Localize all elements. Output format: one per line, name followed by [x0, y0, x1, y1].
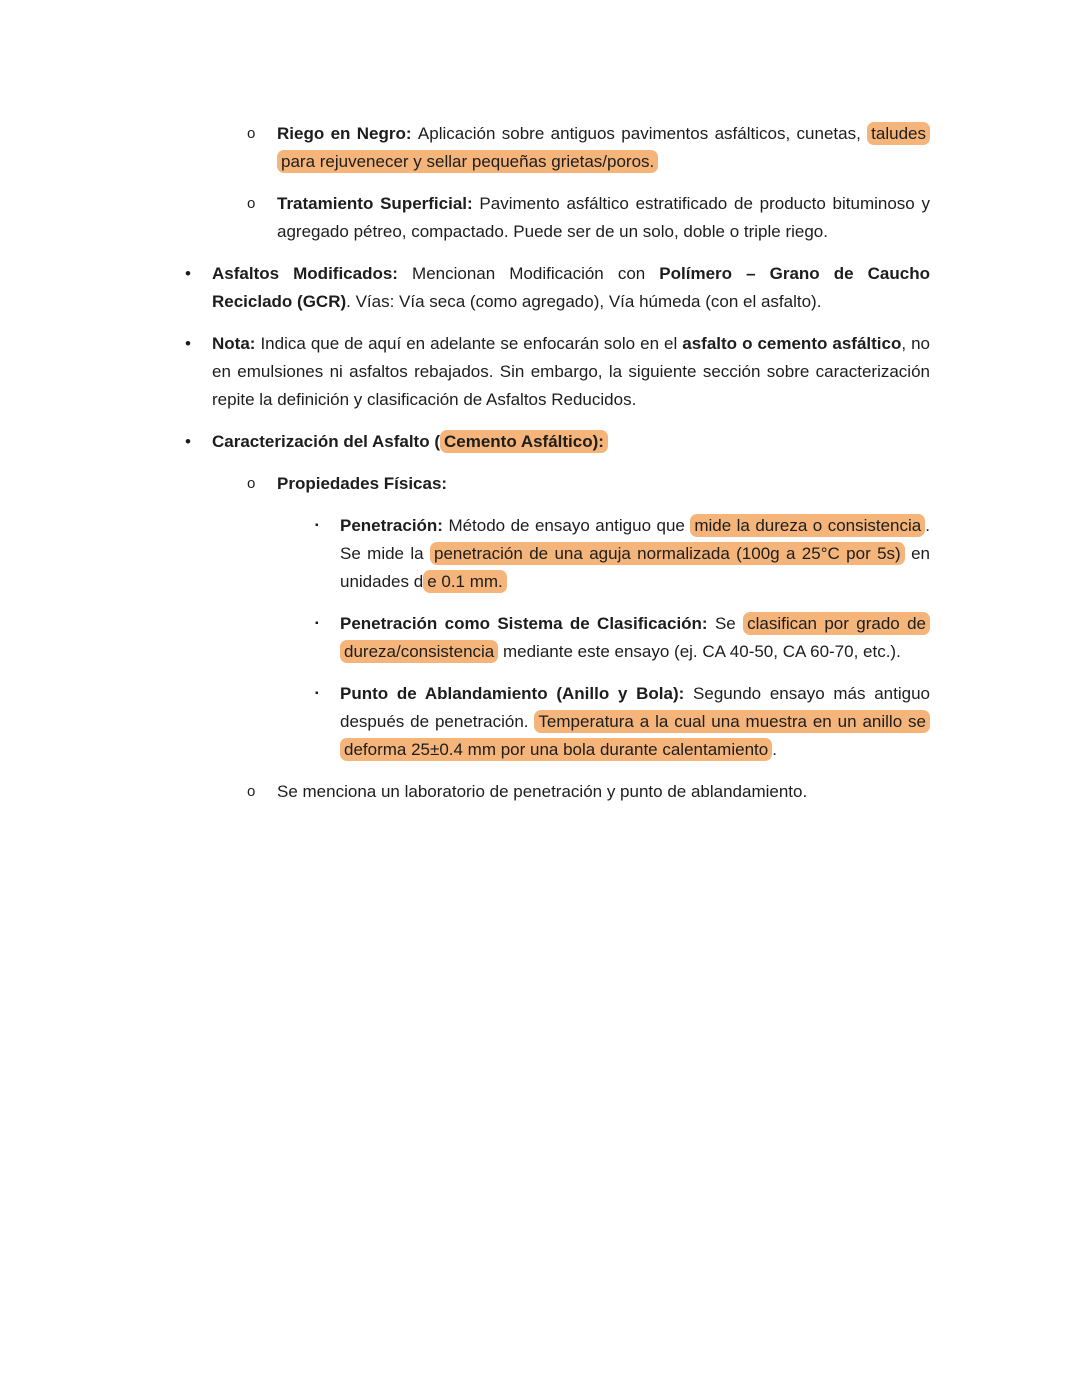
list-item	[185, 330, 930, 414]
bold-text: asfalto o cemento asfáltico	[682, 334, 902, 353]
paragraph-text	[212, 330, 930, 414]
list-bullet-icon: •	[185, 432, 191, 451]
body-text: Aplicación sobre antiguos pavimentos asfálticos, cunetas,	[417, 124, 868, 143]
paragraph-text	[212, 428, 930, 456]
body-text: . Se mide la	[340, 516, 930, 563]
highlighted-text: penetración de una aguja normalizada (100g a 25°C por 5s)	[430, 542, 905, 565]
list-item	[315, 512, 930, 596]
list-item	[247, 778, 930, 806]
highlighted-text: mide la dureza o consistencia	[690, 514, 925, 537]
bold-text: Polímero – Grano de Caucho Reciclado (GCR)	[212, 264, 930, 311]
paragraph-text	[277, 190, 930, 246]
list-bullet-icon: o	[247, 125, 256, 142]
paragraph-text	[277, 120, 930, 176]
bold-text: Nota:	[212, 334, 261, 353]
list-item	[185, 260, 930, 316]
paragraph-text	[340, 512, 930, 596]
list-item	[185, 428, 930, 456]
list-item	[315, 610, 930, 666]
document-body	[185, 120, 930, 806]
list-item	[315, 680, 930, 764]
highlighted-text: clasifican por grado de dureza/consistencia	[340, 612, 930, 663]
paragraph-text	[340, 680, 930, 764]
body-text: , no en emulsiones ni asfaltos rebajados. Sin embargo, la siguiente sección sobre caracterización repite la definición y clasificación de Asfaltos Reducidos.	[212, 334, 930, 409]
bold-text: Penetración como Sistema de Clasificación:	[340, 614, 715, 633]
paragraph-text	[277, 470, 930, 498]
body-text: mediante este ensayo (ej. CA 40-50, CA 60-70, etc.).	[498, 642, 901, 661]
body-text: Se menciona un laboratorio de penetración y punto de ablandamiento.	[277, 782, 808, 801]
highlighted-text: e 0.1 mm.	[423, 570, 507, 593]
list-item	[247, 470, 930, 498]
list-item	[247, 190, 930, 246]
list-item	[247, 120, 930, 176]
body-text: Pavimento asfáltico estratificado de producto bituminoso y agregado pétreo, compactado. Puede ser de un solo, doble o triple riego.	[277, 194, 930, 241]
list-bullet-icon: o	[247, 475, 256, 492]
body-text: . Vías: Vía seca (como agregado), Vía húmeda (con el asfalto).	[346, 292, 822, 311]
list-bullet-icon: o	[247, 783, 256, 800]
body-text: Mencionan Modificación con	[412, 264, 660, 283]
list-bullet-icon: ▪	[315, 520, 319, 531]
bold-text: Riego en Negro:	[277, 124, 418, 143]
bold-text: Asfaltos Modificados:	[212, 264, 413, 283]
highlighted-text: Temperatura a la cual una muestra en un anillo se deforma 25±0.4 mm por una bola durante calentamiento	[340, 710, 930, 761]
list-bullet-icon: ▪	[315, 688, 319, 699]
bold-text: Propiedades Físicas:	[277, 474, 448, 493]
body-text: en unidades d	[340, 544, 930, 591]
list-bullet-icon: •	[185, 264, 191, 283]
list-bullet-icon: ▪	[315, 618, 319, 629]
body-text: Se	[714, 614, 744, 633]
bold-text: Tratamiento Superficial:	[277, 194, 480, 213]
highlighted-text: taludes para rejuvenecer y sellar pequeñas grietas/poros.	[277, 122, 930, 173]
highlighted-text: Cemento Asfáltico):	[440, 430, 608, 453]
body-text: Segundo ensayo más antiguo después de penetración.	[340, 684, 930, 731]
body-text: Indica que de aquí en adelante se enfocarán solo en el	[260, 334, 683, 353]
body-text: Método de ensayo antiguo que	[448, 516, 691, 535]
bold-text: Punto de Ablandamiento (Anillo y Bola):	[340, 684, 694, 703]
paragraph-text	[277, 778, 930, 806]
paragraph-text	[340, 610, 930, 666]
bold-text: Penetración:	[340, 516, 449, 535]
list-bullet-icon: •	[185, 334, 191, 353]
body-text: .	[772, 740, 777, 759]
bold-text: Caracterización del Asfalto (	[212, 432, 440, 451]
list-bullet-icon: o	[247, 195, 256, 212]
paragraph-text	[212, 260, 930, 316]
